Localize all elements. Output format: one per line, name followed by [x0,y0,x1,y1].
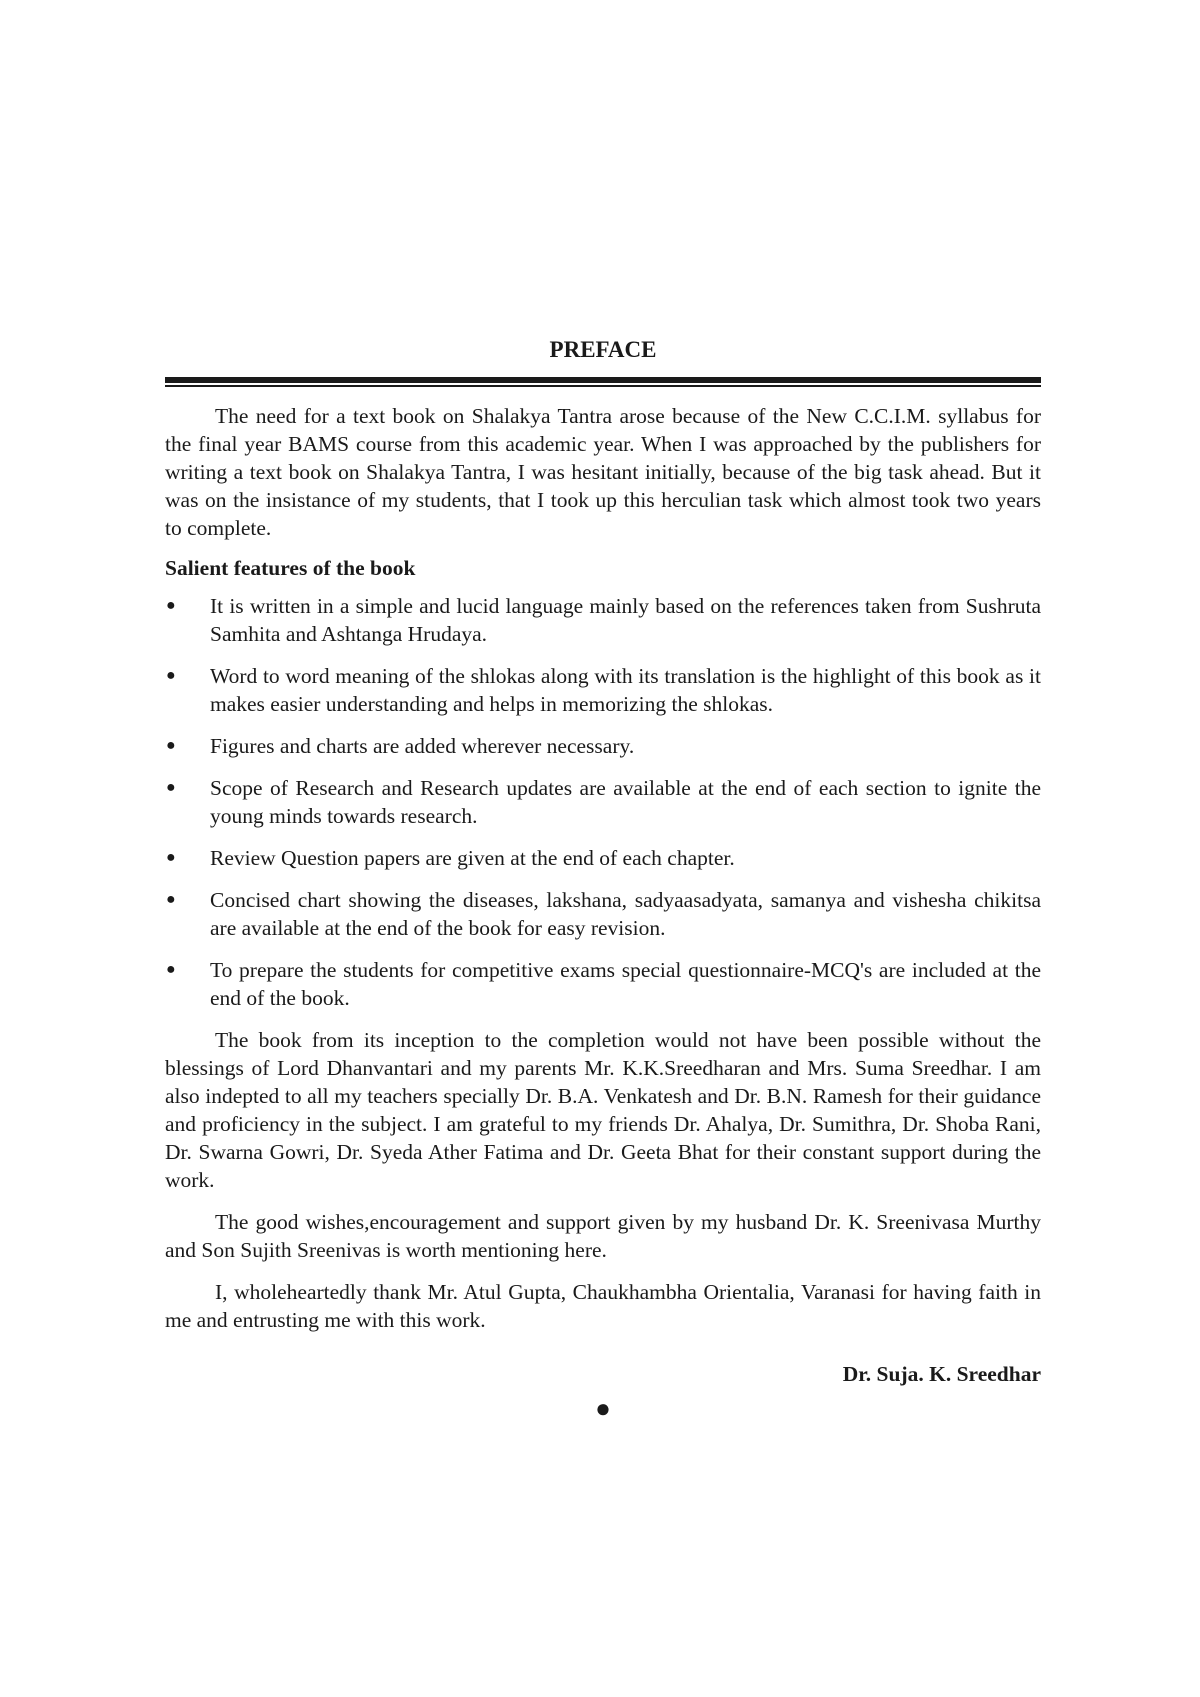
thanks-paragraph: I, wholeheartedly thank Mr. Atul Gupta, Chaukhambha Orientalia, Varanasi for having faith in me and entrusting me with this work. [165,1280,1041,1332]
list-item [165,844,1041,872]
preface-page [165,335,1041,1424]
bullet-icon: ● [166,779,176,796]
bullet-icon: ● [166,737,176,754]
title-rule-thin [165,385,1041,387]
list-item-text: It is written in a simple and lucid language mainly based on the references taken from Sushruta Samhita and Ashtanga Hrudaya. [210,594,1041,646]
list-item-text: Concised chart showing the diseases, lakshana, sadyaasadyata, samanya and vishesha chikitsa are available at the end of the book for easy revision. [210,888,1041,940]
page-title: PREFACE [549,337,657,362]
list-item-text: Figures and charts are added wherever necessary. [210,734,635,758]
bullet-icon: ● [166,667,176,684]
bullet-icon: ● [166,597,176,614]
list-item [165,956,1041,1012]
intro-paragraph: The need for a text book on Shalakya Tantra arose because of the New C.C.I.M. syllabus for the final year BAMS course from this academic year. When I was approached by the publishers for writing a text book on Shalakya Tantra, I was hesitant initially, because of the big task ahead. But it was on the insistance of my students, that I took up this herculian task which almost took two years to complete. [165,404,1041,540]
list-item-text: Review Question papers are given at the end of each chapter. [210,846,735,870]
list-item [165,592,1041,648]
features-heading: Salient features of the book [165,556,416,580]
list-item-text: Scope of Research and Research updates are available at the end of each section to ignite the young minds towards research. [210,776,1041,828]
bullet-icon: ● [166,849,176,866]
list-item-text: Word to word meaning of the shlokas along with its translation is the highlight of this book as it makes easier understanding and helps in memorizing the shlokas. [210,664,1041,716]
family-paragraph: The good wishes,encouragement and support given by my husband Dr. K. Sreenivasa Murthy and Son Sujith Sreenivas is worth mentioning here. [165,1210,1041,1262]
bullet-icon: ● [166,891,176,908]
features-list [165,592,1041,1012]
list-item [165,886,1041,942]
title-double-rule [165,377,1041,388]
list-item [165,732,1041,760]
list-item-text: To prepare the students for competitive exams special questionnaire-MCQ's are included at the end of the book. [210,958,1041,1010]
acknowledgement-paragraph: The book from its inception to the completion would not have been possible without the blessings of Lord Dhanvantari and my parents Mr. K.K.Sreedharan and Mrs. Suma Sreedhar. I am also indepted to all my teachers specially Dr. B.A. Venkatesh and Dr. B.N. Ramesh for their guidance and proficiency in the subject. I am grateful to my friends Dr. Ahalya, Dr. Sumithra, Dr. Shoba Rani, Dr. Swarna Gowri, Dr. Syeda Ather Fatima and Dr. Geeta Bhat for their constant support during the work. [165,1028,1041,1192]
author-signature: Dr. Suja. K. Sreedhar [842,1362,1041,1386]
list-item [165,774,1041,830]
title-rule-thick [165,377,1041,383]
end-mark-icon: ● [595,1394,611,1423]
list-item [165,662,1041,718]
bullet-icon: ● [166,961,176,978]
